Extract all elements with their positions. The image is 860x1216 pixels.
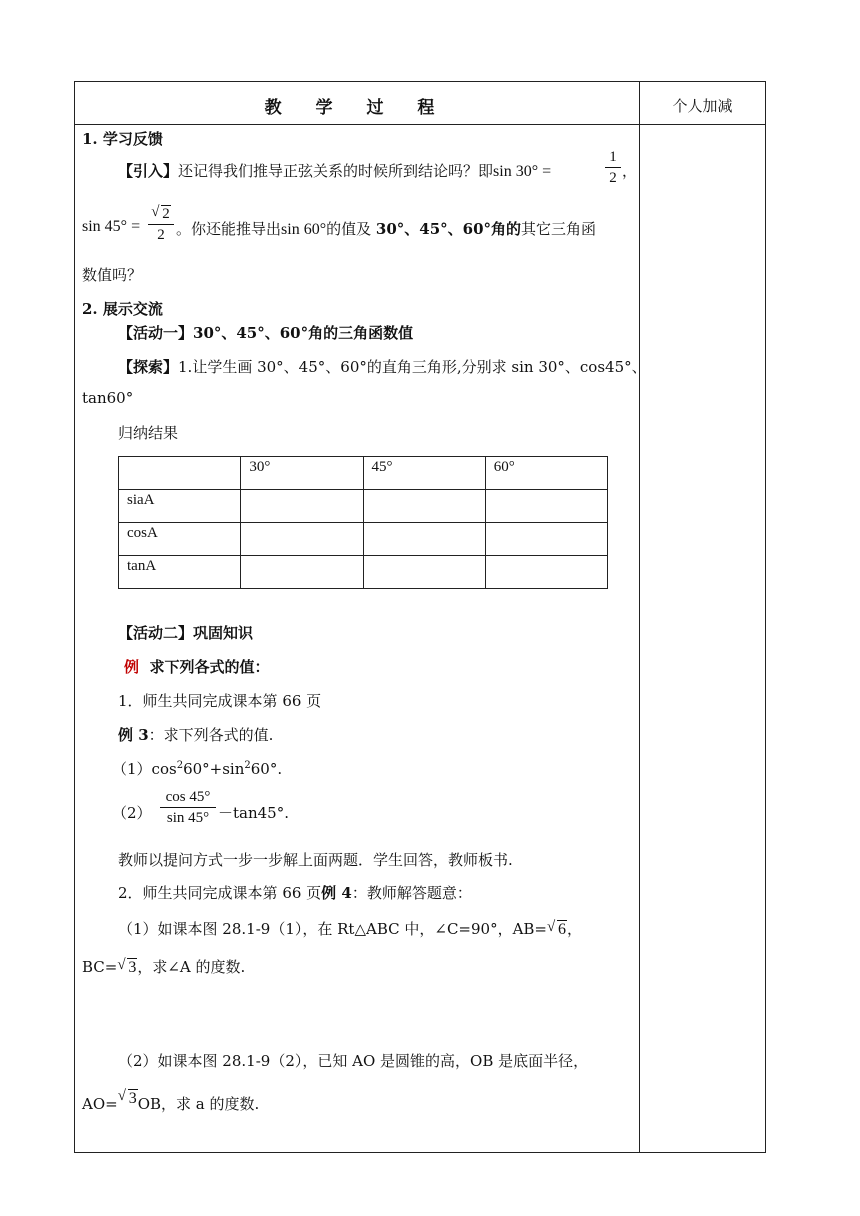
table-header-cell: 45° bbox=[363, 457, 485, 490]
half-fraction bbox=[605, 148, 621, 187]
table-row bbox=[119, 556, 608, 589]
intro-text: 还记得我们推导正弦关系的时候所到结论吗？即 bbox=[178, 162, 494, 180]
problem1-line1 bbox=[118, 918, 582, 939]
q1-part-b: 60°+sin bbox=[183, 760, 245, 778]
sin30-expr: sin 30° = bbox=[493, 163, 552, 180]
trig-values-table bbox=[118, 456, 608, 589]
problem1-line2 bbox=[82, 956, 245, 977]
question1 bbox=[112, 758, 282, 779]
p2-root3: 3 bbox=[128, 1090, 137, 1107]
section2-title: 2. 展示交流 bbox=[82, 300, 163, 318]
table-header-cell bbox=[119, 457, 241, 490]
line2-part-a: 。你还能推导出 bbox=[176, 220, 282, 238]
column-divider bbox=[639, 81, 640, 1153]
line2 bbox=[176, 218, 596, 239]
teacher-note: 教师以提问方式一步一步解上面两题．学生回答，教师板书. bbox=[118, 851, 513, 869]
p2-part-b: AO= bbox=[82, 1095, 118, 1113]
table-cell bbox=[241, 490, 363, 523]
q2-prefix: （2） bbox=[112, 804, 152, 822]
item2-line bbox=[118, 882, 472, 903]
q1-exponent-2: 2 bbox=[244, 760, 251, 771]
p1-part-b: ， bbox=[567, 920, 583, 938]
table-cell: cosA bbox=[119, 523, 241, 556]
cos-sin-fraction bbox=[160, 788, 216, 827]
root2-fraction bbox=[148, 205, 174, 244]
root2-denominator: 2 bbox=[157, 227, 165, 243]
table-cell bbox=[485, 523, 607, 556]
table-cell bbox=[241, 523, 363, 556]
p1-part-a: （1）如课本图 28.1-9（1），在 Rt△ABC 中，∠C=90°，AB= bbox=[118, 920, 547, 938]
table-cell bbox=[363, 490, 485, 523]
section1-title: 1. 学习反馈 bbox=[82, 130, 163, 148]
ex3-tag: 例 3 bbox=[118, 726, 149, 744]
item1: 1．师生共同完成课本第 66 页 bbox=[118, 692, 322, 710]
p1-part-c: BC= bbox=[82, 958, 118, 976]
line2-bold: 30°、45°、60°角的 bbox=[375, 220, 522, 238]
explore-continued: tan60° bbox=[82, 389, 134, 407]
q2-denominator: sin 45° bbox=[166, 810, 210, 826]
q1-exponent-1: 2 bbox=[176, 760, 184, 771]
line3: 数值吗？ bbox=[82, 266, 143, 284]
example-text: 求下列各式的值： bbox=[149, 658, 270, 676]
explore-text: 1.让学生画 30°、45°、60°的直角三角形,分别求 sin 30°、cos45°、 bbox=[178, 358, 647, 376]
q2-suffix: －tan45°. bbox=[218, 804, 289, 822]
table-row bbox=[119, 523, 608, 556]
header-divider bbox=[74, 124, 766, 125]
intro-line bbox=[118, 160, 551, 181]
root2-numerator: 2 bbox=[162, 206, 170, 222]
problem2-line2 bbox=[82, 1090, 260, 1114]
half-numerator: 1 bbox=[609, 149, 617, 165]
ex3-line bbox=[118, 724, 273, 745]
comma: ， bbox=[622, 162, 638, 180]
p1-root6: 6 bbox=[558, 921, 566, 938]
lesson-table-frame bbox=[74, 81, 766, 1153]
ex4-text: ：教师解答题意： bbox=[351, 884, 472, 902]
table-cell bbox=[363, 523, 485, 556]
q2-numerator: cos 45° bbox=[165, 789, 211, 805]
summary-label: 归纳结果 bbox=[118, 424, 179, 442]
q1-part-c: 60°. bbox=[250, 760, 283, 778]
table-header-cell: 60° bbox=[485, 457, 607, 490]
p2-part-c: OB，求 a 的度数. bbox=[137, 1095, 260, 1113]
q1-part-a: （1）cos bbox=[112, 760, 177, 778]
activity2-title: 【活动二】巩固知识 bbox=[118, 624, 254, 642]
explore-line bbox=[118, 356, 647, 377]
p1-root3: 3 bbox=[128, 959, 137, 976]
ex3-text: ：求下列各式的值. bbox=[148, 726, 274, 744]
header-teaching-process: 教 学 过 程 bbox=[264, 98, 449, 118]
table-cell: tanA bbox=[119, 556, 241, 589]
example-line bbox=[124, 656, 269, 677]
activity1-title: 【活动一】30°、45°、60°角的三角函数值 bbox=[118, 324, 414, 342]
explore-tag: 【探索】 bbox=[118, 358, 179, 376]
table-header-cell: 30° bbox=[241, 457, 363, 490]
table-header-row bbox=[119, 457, 608, 490]
table-cell bbox=[485, 490, 607, 523]
sin45-expr: sin 45° = bbox=[82, 218, 141, 235]
table-cell bbox=[241, 556, 363, 589]
problem2-line1: （2）如课本图 28.1-9（2），已知 AO 是圆锥的高，OB 是底面半径， bbox=[118, 1052, 589, 1070]
example-tag: 例 bbox=[124, 658, 140, 676]
table-row bbox=[119, 490, 608, 523]
table-cell bbox=[363, 556, 485, 589]
line2-part-b: 的值及 bbox=[326, 220, 372, 238]
table-cell: siaA bbox=[119, 490, 241, 523]
intro-tag: 【引入】 bbox=[118, 162, 179, 180]
half-denominator: 2 bbox=[609, 170, 617, 186]
p1-part-d: ，求∠A 的度数. bbox=[137, 958, 246, 976]
item2-text: 2．师生共同完成课本第 66 页 bbox=[118, 884, 322, 902]
ex4-tag: 例 4 bbox=[321, 884, 352, 902]
header-personal-notes: 个人加减 bbox=[672, 97, 733, 115]
line2-part-c: 其它三角函 bbox=[521, 220, 597, 238]
table-cell bbox=[485, 556, 607, 589]
sin60-expr: sin 60° bbox=[281, 221, 327, 238]
